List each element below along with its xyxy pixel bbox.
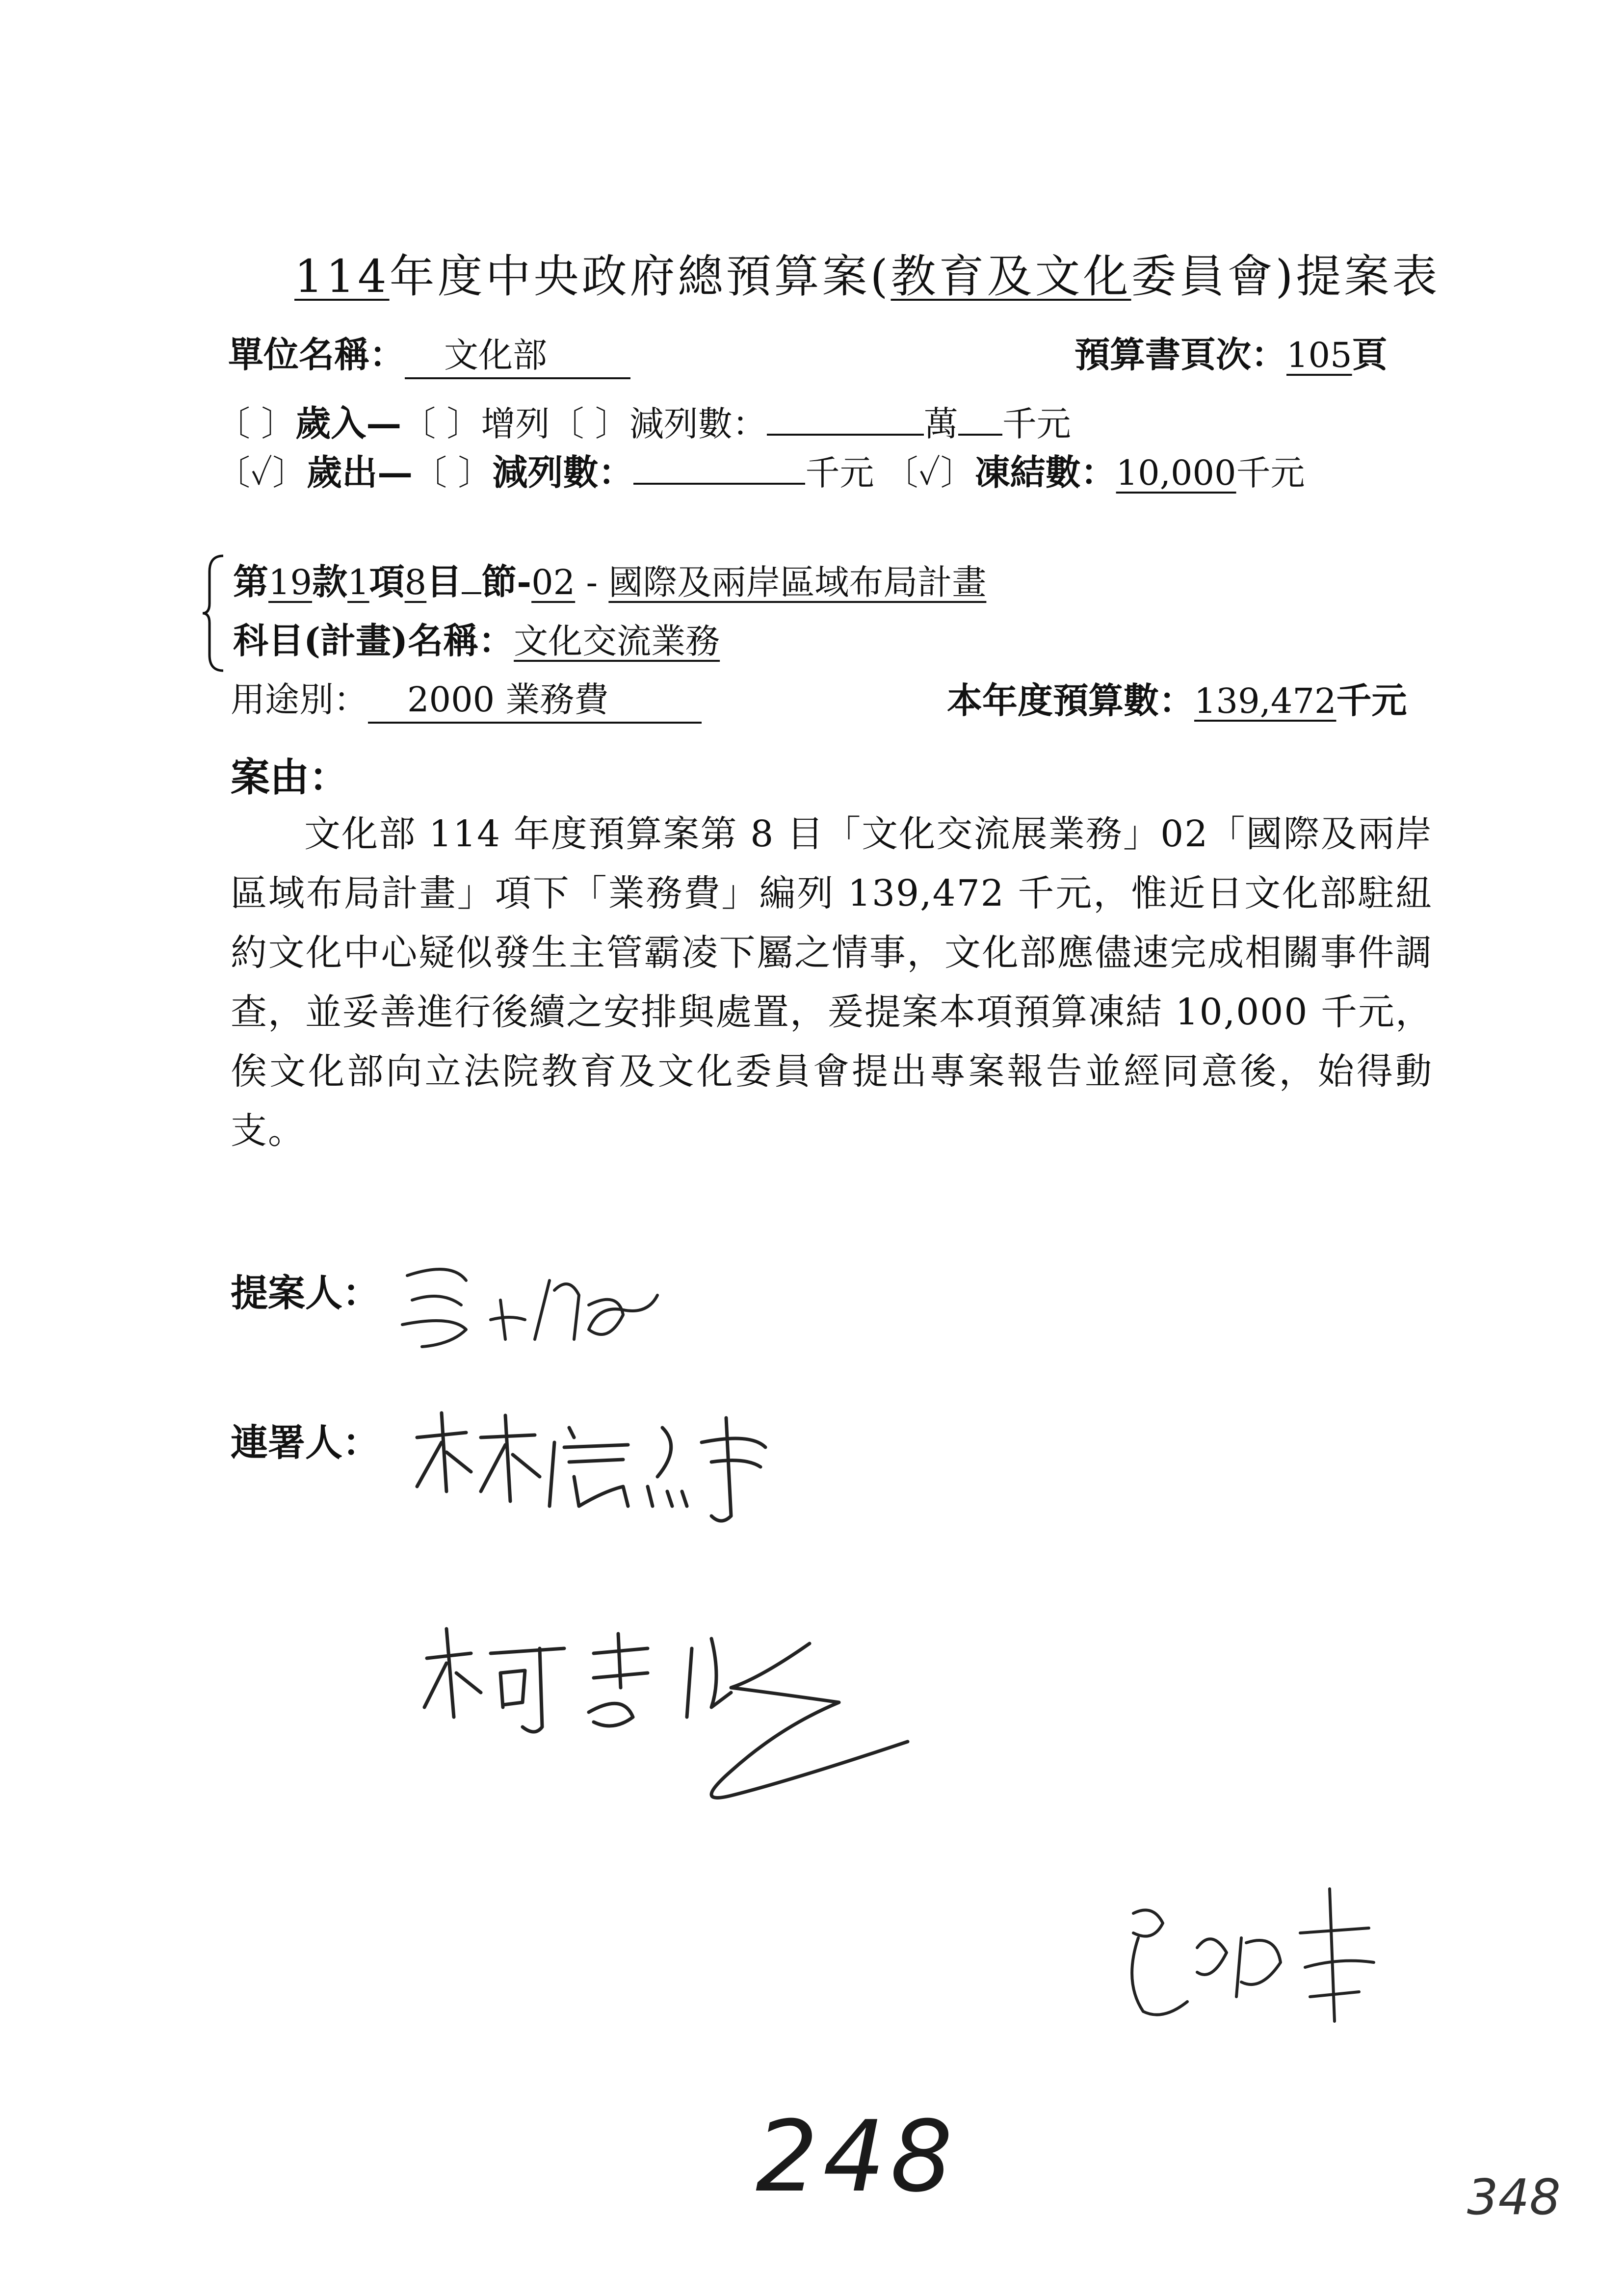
revenue-unit-qian: 千元: [1002, 404, 1071, 444]
budget-page-row: [1074, 326, 1388, 377]
current-budget-label: 本年度預算數：: [947, 679, 1195, 721]
subject-row: [233, 612, 720, 663]
expense-decrease-label: 減列數：: [492, 451, 634, 493]
title-suffix: 委員會)提案表: [1131, 250, 1441, 303]
revenue-checkbox: 〔 〕: [216, 404, 296, 444]
cosigner-signature-2: [417, 1619, 932, 1825]
revenue-unit-wan: 萬: [923, 404, 958, 444]
freeze-label: 凍結數：: [974, 451, 1116, 493]
item-jie: 節-: [481, 561, 532, 602]
item-row: [233, 553, 986, 604]
freeze-unit: 千元: [1236, 453, 1305, 493]
purpose-row: [231, 672, 702, 724]
unit-row: [228, 326, 630, 379]
budget-page-value: 105: [1286, 335, 1352, 375]
title-year: 114: [294, 250, 390, 303]
item-plan-name: 國際及兩岸區域布局計畫: [608, 562, 987, 602]
unit-value: 文化部: [405, 328, 630, 379]
expense-decrease-checkbox: 〔 〕: [413, 453, 493, 493]
budget-page-label: 預算書頁次：: [1074, 334, 1287, 375]
subject-label: 科目(計畫)名稱：: [233, 620, 514, 661]
revenue-decrease-checkbox: 〔 〕: [550, 404, 629, 444]
revenue-increase-label: 增列: [481, 404, 550, 444]
revenue-label: 歲入—: [295, 402, 402, 444]
revenue-amount-blank: [767, 429, 924, 436]
revenue-decrease-label: 減列數：: [629, 404, 767, 444]
revenue-row: [216, 395, 1071, 446]
expense-amount-blank: [633, 478, 805, 485]
proposer-label: 提案人：: [231, 1271, 380, 1315]
form-title: [294, 240, 1440, 305]
freeze-checkbox: 〔✓〕: [884, 453, 975, 493]
item-mu-value: 8: [404, 562, 427, 602]
handwritten-page-number: 248: [756, 2100, 958, 2214]
item-di: 第: [233, 561, 269, 602]
cosigner-label: 連署人：: [231, 1421, 380, 1464]
item-kuan: 款: [312, 561, 348, 602]
item-bracket: [199, 552, 228, 675]
proposer-signature: [393, 1246, 697, 1359]
item-code: 02: [531, 562, 576, 602]
title-prefix: 年度中央政府總預算案(: [389, 250, 891, 303]
unit-label: 單位名稱：: [228, 334, 405, 375]
budget-page-unit: 頁: [1352, 334, 1388, 375]
item-xiang: 項: [369, 561, 405, 602]
purpose-label: 用途別：: [231, 679, 368, 720]
expense-row: [216, 444, 1305, 495]
item-jie-blank: [462, 587, 481, 594]
cosigner-signature-3: [1114, 1874, 1418, 2041]
title-committee: 教育及文化: [891, 250, 1131, 303]
cosigner-signature-1: [407, 1408, 849, 1536]
item-dash: -: [575, 562, 609, 602]
subject-value: 文化交流業務: [514, 621, 720, 661]
current-budget-unit: 千元: [1336, 679, 1407, 721]
item-kuan-value: 19: [268, 562, 313, 602]
reason-text: 文化部 114 年度預算案第 8 目「文化交流展業務」02「國際及兩岸區域布局計畫」項下「業務費」編列 139,472 千元，惟近日文化部駐紐約文化中心疑似發生主管霸凌下屬之情事，文化部應儘速完成相關事件調查，並妥善進行後續之安排與處置，爰提案本項預算凍結 10,000 千元，俟文化部向立法院教育及文化委員會提出專案報告並經同意後，始得動支。: [231, 813, 1433, 1152]
page-number: 348: [1467, 2168, 1561, 2226]
revenue-increase-checkbox: 〔 〕: [401, 404, 481, 444]
current-budget-row: [947, 672, 1407, 723]
freeze-value: 10,000: [1116, 453, 1236, 493]
expense-checkbox: 〔✓〕: [216, 453, 307, 493]
expense-unit: 千元: [805, 453, 874, 493]
item-xiang-value: 1: [347, 562, 369, 602]
purpose-value: 2000 業務費: [368, 672, 702, 724]
revenue-amount-blank-2: [958, 429, 1002, 436]
item-mu: 目: [426, 561, 462, 602]
reason-label: 案由：: [231, 754, 348, 800]
current-budget-value: 139,472: [1194, 681, 1336, 721]
expense-label: 歲出—: [307, 451, 413, 493]
